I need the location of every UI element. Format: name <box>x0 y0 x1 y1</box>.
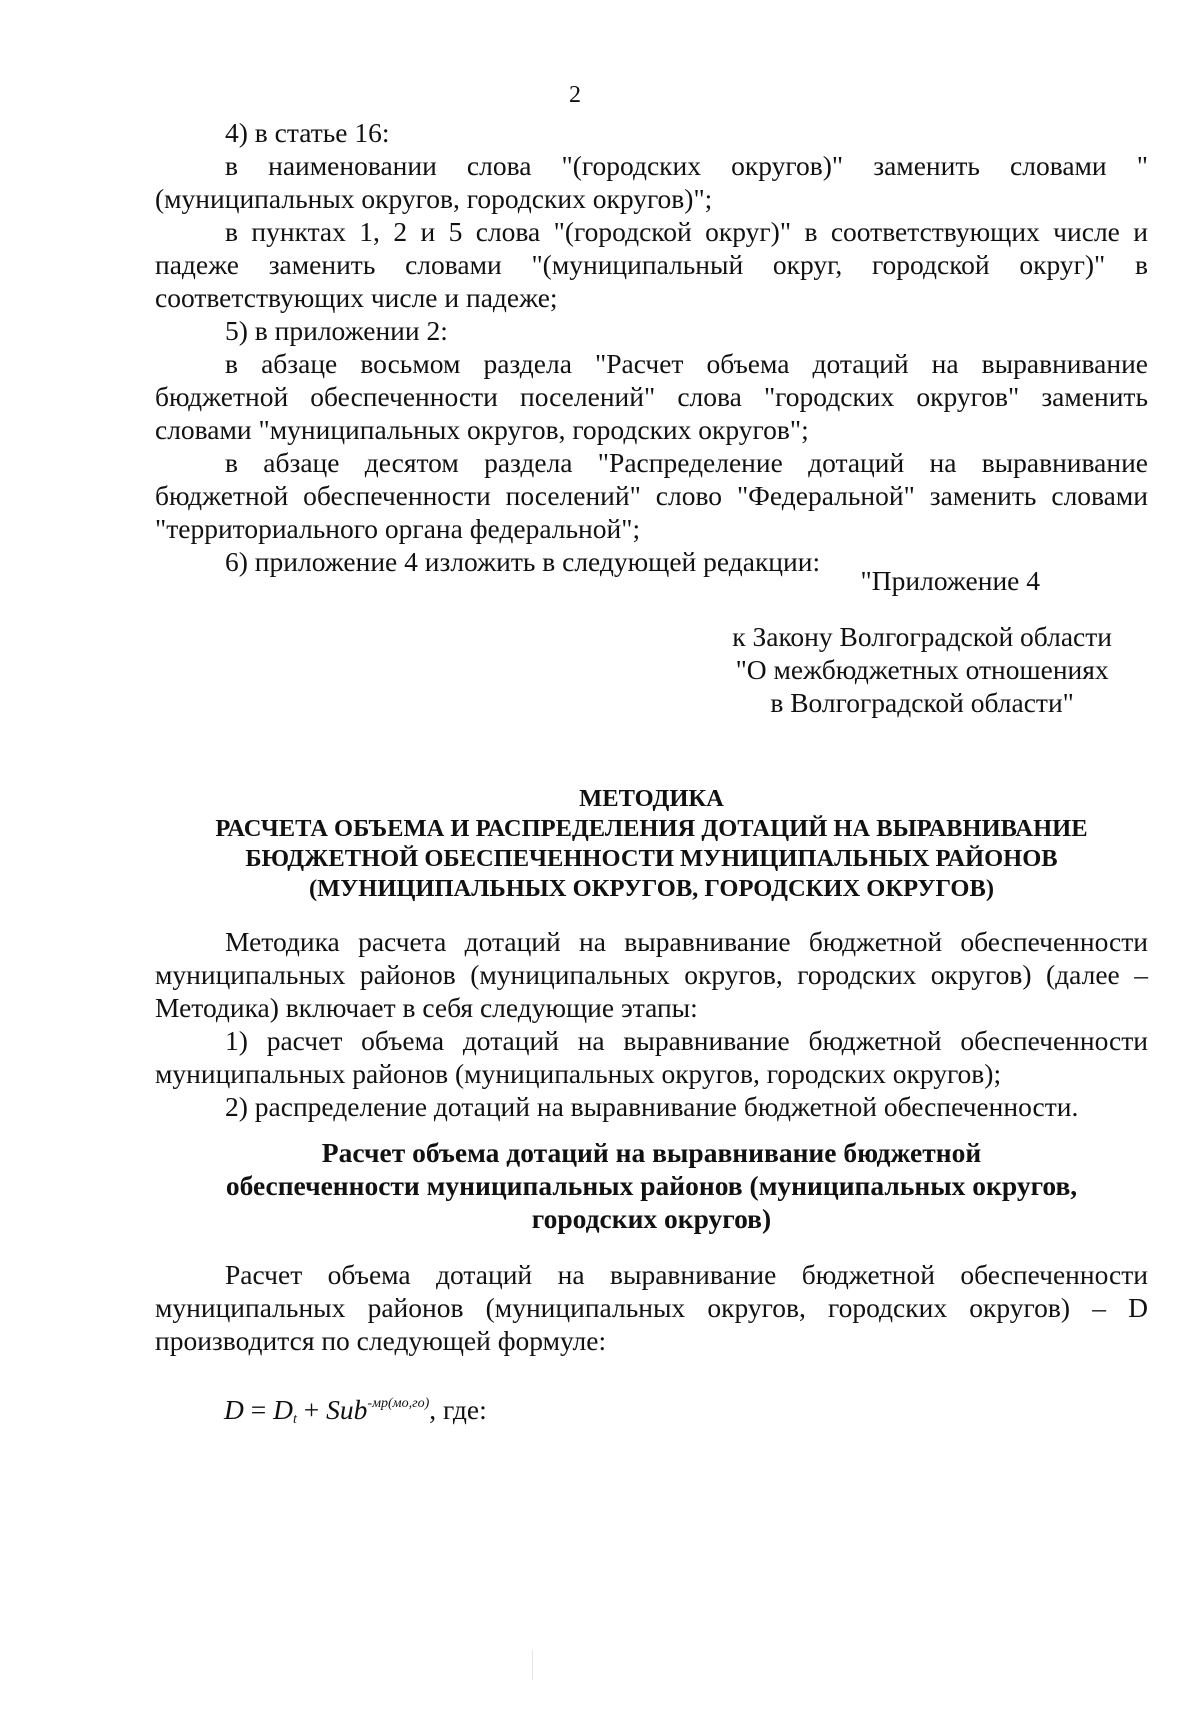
formula-equals: = <box>243 1394 274 1425</box>
section-title-line-1: Расчет объема дотаций на выравнивание бюджетной <box>321 1137 982 1168</box>
item5-paragraph-1: в абзаце восьмом раздела "Расчет объема дотаций на выравнивание бюджетной обеспеченности поселений" слова "городских округов" заменить словами "муниципальных округов, городских округов"; <box>155 348 1148 445</box>
item4-paragraph-2: в пунктах 1, 2 и 5 слова "(городской округ)" в соответствующих числе и падеже заменить словами "(муниципальный округ, городской округ)" в соответствующих числе и падеже; <box>155 216 1148 313</box>
formula-superscript: -мр(мо,го) <box>367 1396 430 1411</box>
item4-title: 4) в статье 16: <box>225 117 390 148</box>
appendix-line-2: "О межбюджетных отношениях <box>735 654 1109 685</box>
item4-paragraph-1: в наименовании слова "(городских округов)" заменить словами "(муниципальных округов, городских округов)"; <box>155 150 1148 214</box>
methodology-title-line-2: РАСЧЕТА ОБЪЕМА И РАСПРЕДЕЛЕНИЯ ДОТАЦИЙ НА ВЫРАВНИВАНИЕ <box>215 815 1088 842</box>
formula-lhs: D <box>224 1394 244 1425</box>
calc-paragraph: Расчет объема дотаций на выравнивание бюджетной обеспеченности муниципальных районов (муниципальных округов, городских округов) – D производится по следующей формуле: <box>155 1259 1148 1356</box>
calc-block <box>155 1258 1148 1357</box>
intro-paragraph-3: 2) распределение дотаций на выравнивание бюджетной обеспеченности. <box>225 1091 1079 1122</box>
formula-plus: + <box>296 1394 327 1425</box>
appendix-line-1: к Закону Волгоградской области <box>732 621 1112 652</box>
formula-d-subscript: t <box>293 1412 297 1427</box>
formula-d: D <box>273 1394 294 1425</box>
methodology-title-line-1: МЕТОДИКА <box>579 785 724 812</box>
amendments-block <box>155 116 1148 578</box>
formula <box>224 1387 487 1436</box>
appendix-reference <box>732 620 1112 719</box>
formula-tail: , где: <box>429 1394 487 1425</box>
methodology-title-line-4: (МУНИЦИПАЛЬНЫХ ОКРУГОВ, ГОРОДСКИХ ОКРУГОВ) <box>309 875 994 902</box>
formula-sub-term: Sub <box>326 1394 368 1425</box>
section-title-line-2: обеспеченности муниципальных районов (муниципальных округов, <box>225 1170 1078 1201</box>
intro-paragraph-1: Методика расчета дотаций на выравнивание бюджетной обеспеченности муниципальных районов (муниципальных округов, городских округов) (далее – Методика) включает в себя следующие этапы: <box>155 926 1148 1023</box>
page-number: 2 <box>569 82 581 108</box>
section-title <box>155 1136 1148 1235</box>
methodology-title <box>155 784 1148 904</box>
methodology-title-line-3: БЮДЖЕТНОЙ ОБЕСПЕЧЕННОСТИ МУНИЦИПАЛЬНЫХ РАЙОНОВ <box>245 845 1058 872</box>
intro-paragraph-2: 1) расчет объема дотаций на выравнивание бюджетной обеспеченности муниципальных районов (муниципальных округов, городских округов); <box>155 1025 1148 1089</box>
item5-title: 5) в приложении 2: <box>225 315 448 346</box>
appendix-label: "Приложение 4 <box>860 565 1040 596</box>
item6-title: 6) приложение 4 изложить в следующей редакции: <box>225 546 821 577</box>
intro-block <box>155 925 1148 1123</box>
item5-paragraph-2: в абзаце десятом раздела "Распределение дотаций на выравнивание бюджетной обеспеченности поселений" слово "Федеральной" заменить словами "территориального органа федеральной"; <box>155 447 1148 544</box>
section-title-line-3: городских округов) <box>531 1203 772 1234</box>
scan-artifact <box>532 1650 533 1680</box>
appendix-line-3: в Волгоградской области" <box>770 687 1074 718</box>
